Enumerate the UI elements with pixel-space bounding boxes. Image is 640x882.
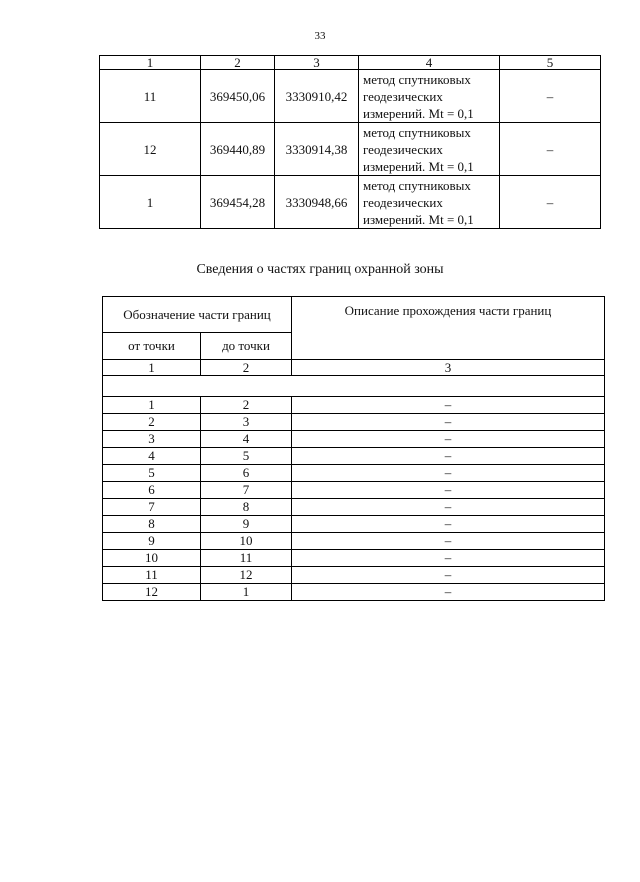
point-number: 1: [100, 176, 201, 229]
column-number: 3: [275, 56, 359, 70]
designation-header: Обозначение части границ: [103, 297, 292, 333]
method-line: геодезических: [363, 88, 443, 104]
coordinates-table: [99, 55, 601, 229]
to-point: 9: [201, 516, 292, 533]
part-description: –: [292, 448, 605, 465]
column-number: 3: [292, 360, 605, 376]
part-description: –: [292, 550, 605, 567]
part-description: –: [292, 397, 605, 414]
from-point: 11: [103, 567, 201, 584]
part-description: –: [292, 482, 605, 499]
column-number: 2: [201, 56, 275, 70]
method-description: [359, 123, 500, 176]
from-point: 3: [103, 431, 201, 448]
column-number: 1: [103, 360, 201, 376]
point-number: 11: [100, 70, 201, 123]
boundary-part-row: [103, 397, 605, 414]
to-point: 1: [201, 584, 292, 601]
part-description: –: [292, 431, 605, 448]
coordinate-row: [100, 176, 601, 229]
to-point-header: до точки: [201, 333, 292, 360]
coordinate-row: [100, 123, 601, 176]
to-point: 7: [201, 482, 292, 499]
blank-row: [103, 376, 605, 397]
boundary-part-row: [103, 448, 605, 465]
boundary-part-row: [103, 414, 605, 431]
part-description: –: [292, 414, 605, 431]
method-description: [359, 176, 500, 229]
y-coordinate: 3330910,42: [275, 70, 359, 123]
from-point: 6: [103, 482, 201, 499]
section-title: Сведения о частях границ охранной зоны: [196, 262, 444, 277]
method-line: измерений. Mt = 0,1: [363, 158, 474, 174]
method-line: измерений. Mt = 0,1: [363, 105, 474, 121]
coordinates-header-row: [100, 56, 601, 70]
boundary-part-row: [103, 533, 605, 550]
from-point: 2: [103, 414, 201, 431]
to-point: 8: [201, 499, 292, 516]
boundary-part-row: [103, 567, 605, 584]
to-point: 6: [201, 465, 292, 482]
from-point: 7: [103, 499, 201, 516]
from-point-header: от точки: [103, 333, 201, 360]
boundary-part-row: [103, 516, 605, 533]
part-description: –: [292, 584, 605, 601]
note-cell: –: [500, 176, 601, 229]
from-point: 9: [103, 533, 201, 550]
boundary-part-row: [103, 584, 605, 601]
x-coordinate: 369440,89: [201, 123, 275, 176]
x-coordinate: 369454,28: [201, 176, 275, 229]
column-number: 2: [201, 360, 292, 376]
page-number: 33: [314, 30, 326, 42]
from-point: 5: [103, 465, 201, 482]
method-line: измерений. Mt = 0,1: [363, 211, 474, 227]
from-point: 12: [103, 584, 201, 601]
blank-cell: [103, 376, 605, 397]
column-number: 4: [359, 56, 500, 70]
part-description: –: [292, 499, 605, 516]
column-number: 1: [100, 56, 201, 70]
column-number: 5: [500, 56, 601, 70]
description-header: Описание прохождения части границ: [292, 297, 605, 360]
to-point: 12: [201, 567, 292, 584]
boundary-part-row: [103, 482, 605, 499]
to-point: 10: [201, 533, 292, 550]
from-point: 1: [103, 397, 201, 414]
method-description: [359, 70, 500, 123]
to-point: 3: [201, 414, 292, 431]
from-point: 10: [103, 550, 201, 567]
x-coordinate: 369450,06: [201, 70, 275, 123]
part-description: –: [292, 533, 605, 550]
part-description: –: [292, 465, 605, 482]
point-number: 12: [100, 123, 201, 176]
from-point: 8: [103, 516, 201, 533]
y-coordinate: 3330914,38: [275, 123, 359, 176]
note-cell: –: [500, 70, 601, 123]
parts-header-row: [103, 297, 605, 333]
method-line: геодезических: [363, 141, 443, 157]
note-cell: –: [500, 123, 601, 176]
boundary-parts-table: [102, 296, 605, 601]
to-point: 4: [201, 431, 292, 448]
method-line: метод спутниковых: [363, 177, 471, 193]
from-point: 4: [103, 448, 201, 465]
method-line: геодезических: [363, 194, 443, 210]
parts-column-numbers-row: [103, 360, 605, 376]
part-description: –: [292, 516, 605, 533]
boundary-part-row: [103, 550, 605, 567]
to-point: 5: [201, 448, 292, 465]
boundary-part-row: [103, 431, 605, 448]
part-description: –: [292, 567, 605, 584]
y-coordinate: 3330948,66: [275, 176, 359, 229]
to-point: 2: [201, 397, 292, 414]
coordinate-row: [100, 70, 601, 123]
to-point: 11: [201, 550, 292, 567]
method-line: метод спутниковых: [363, 124, 471, 140]
method-line: метод спутниковых: [363, 71, 471, 87]
boundary-part-row: [103, 499, 605, 516]
boundary-part-row: [103, 465, 605, 482]
